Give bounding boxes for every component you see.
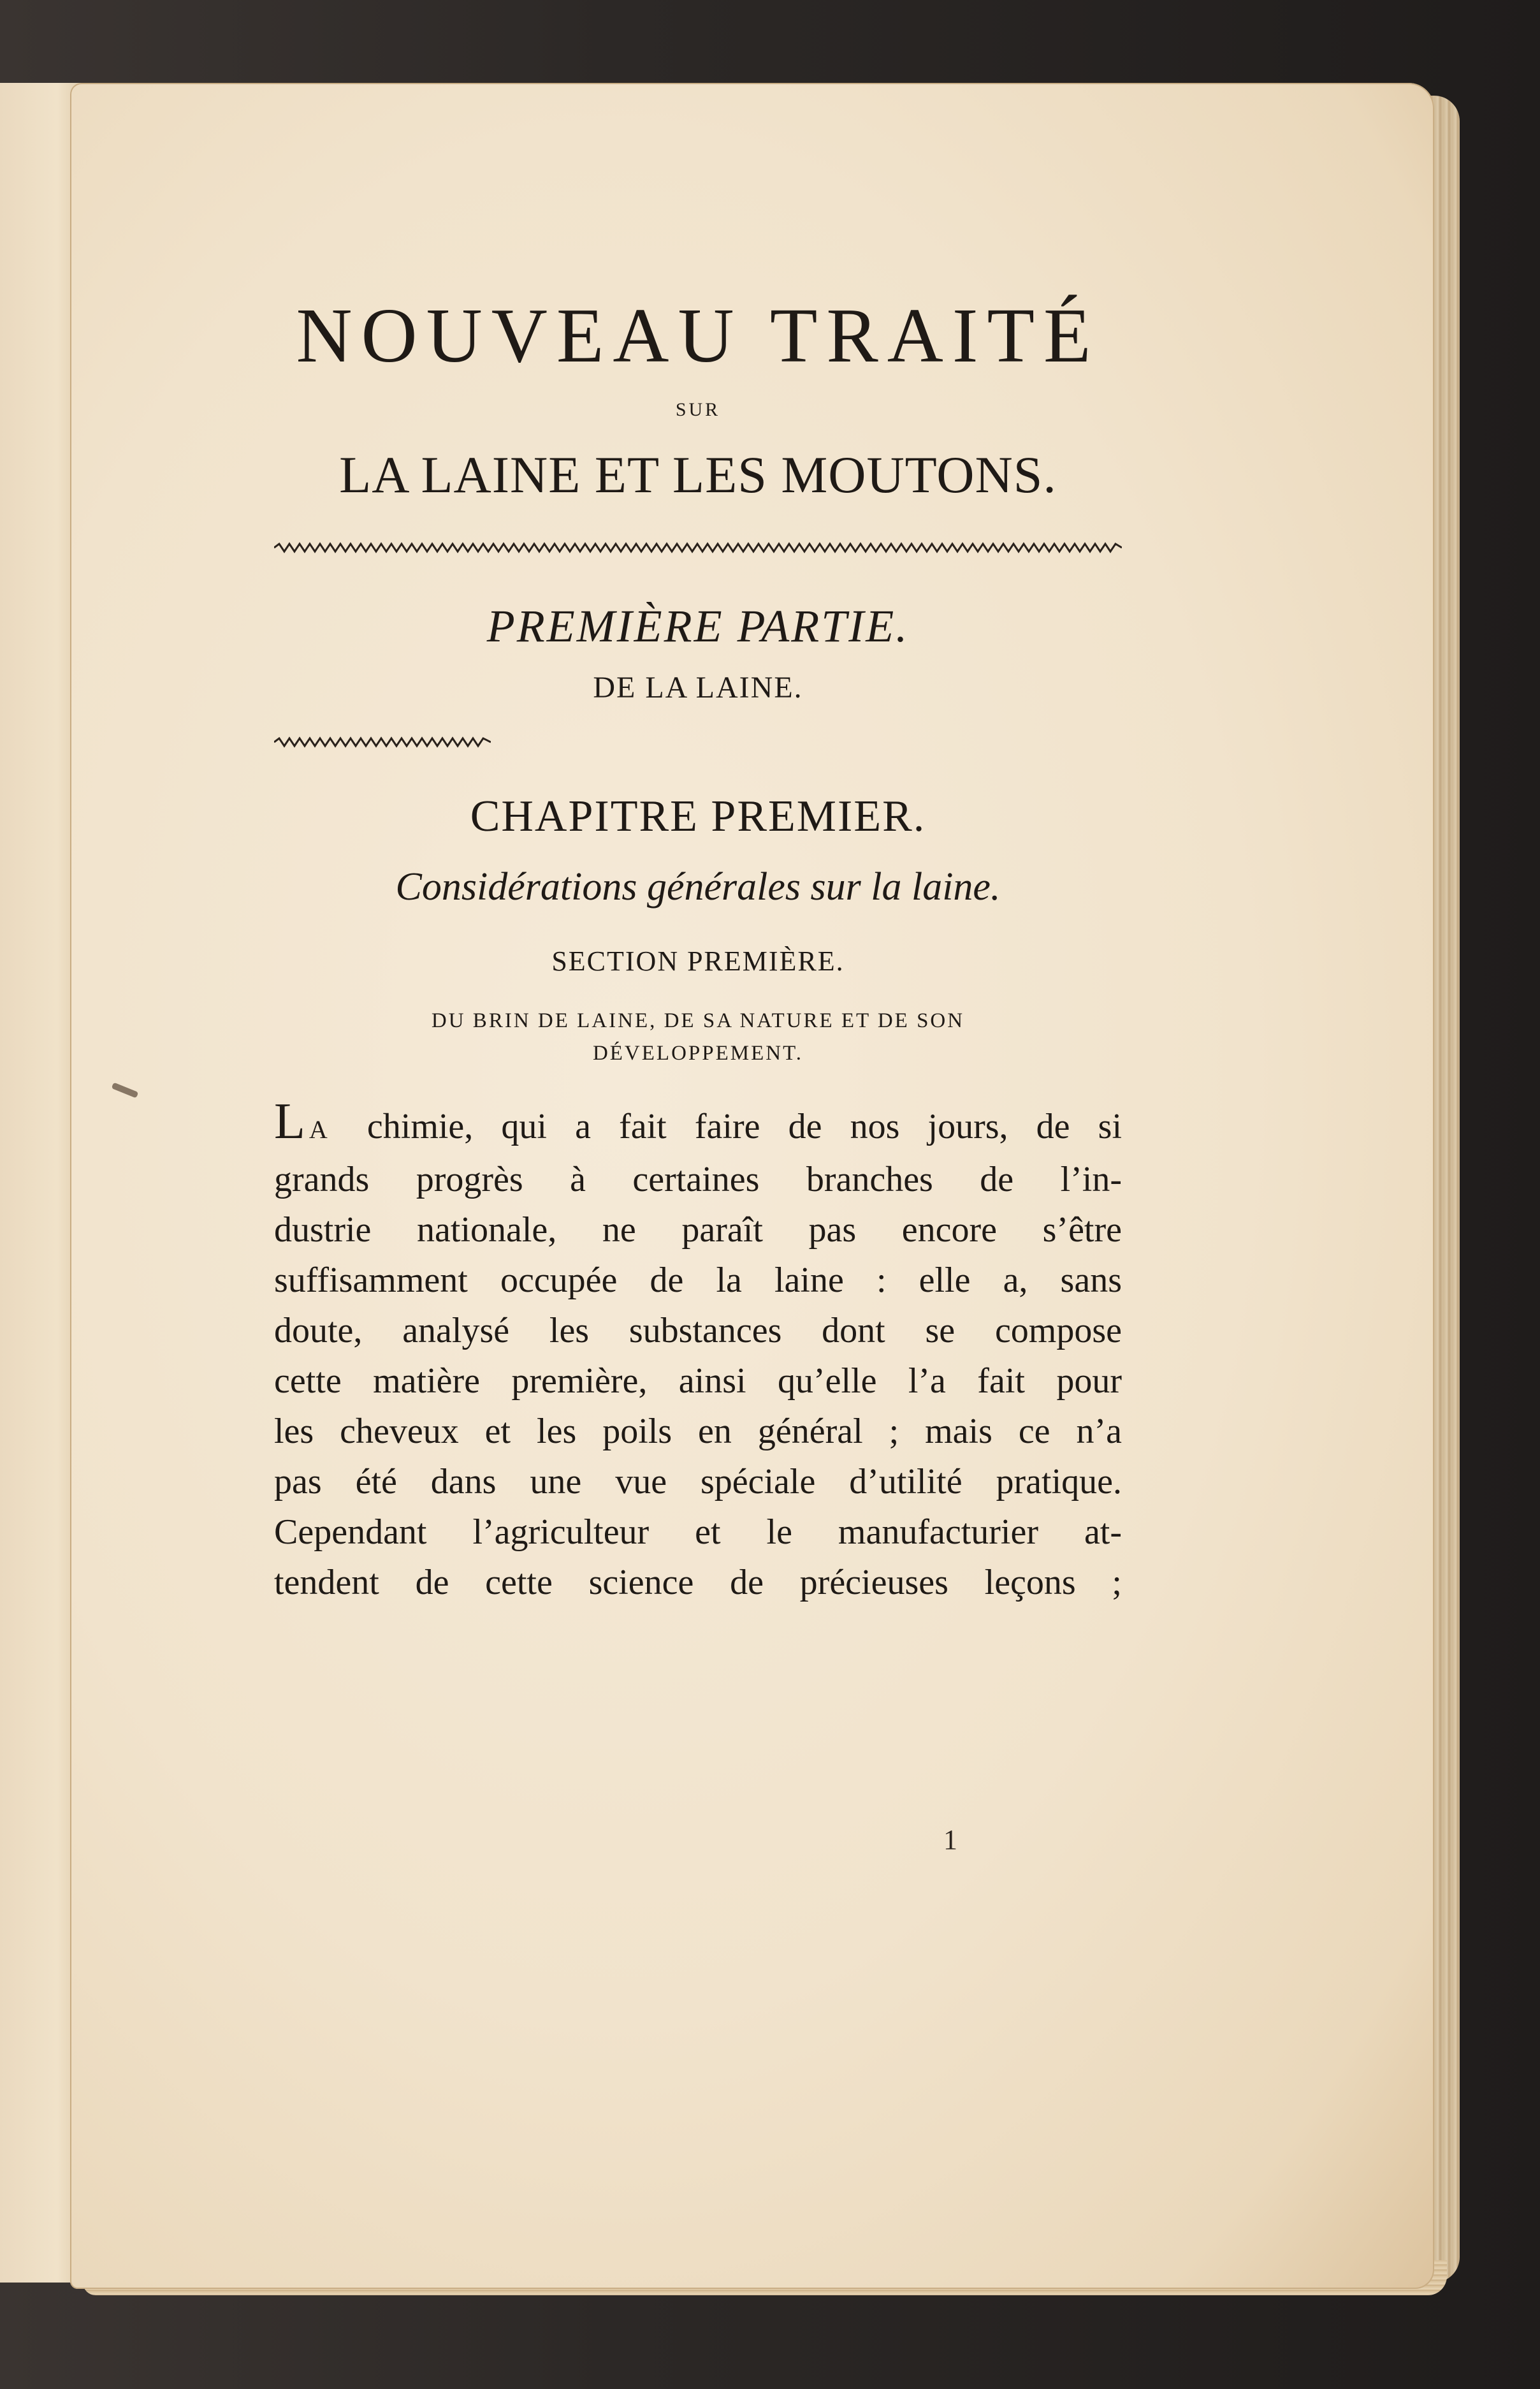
- book-title: NOUVEAU TRAITÉ: [296, 293, 1100, 379]
- body-text: [274, 1093, 1122, 1608]
- chapter-subtitle: Considérations générales sur la laine.: [395, 865, 1001, 909]
- section-subtitle-line-2: DÉVELOPPEMENT.: [592, 1042, 804, 1065]
- part-title: PREMIÈRE PARTIE.: [486, 601, 910, 652]
- body-line-1: [274, 1093, 1122, 1155]
- ornamental-rule: [274, 542, 1122, 553]
- page-number: 1: [943, 1824, 957, 1855]
- book-subtitle: LA LAINE ET LES MOUTONS.: [339, 446, 1057, 504]
- body-line-9: Cependant l’agriculteur et le manufacturier at-: [274, 1512, 1122, 1552]
- body-line-5: doute, analysé les substances dont se compose: [274, 1311, 1122, 1351]
- body-line-3: dustrie nationale, ne paraît pas encore s’être: [274, 1210, 1122, 1250]
- chapter-title: CHAPITRE PREMIER.: [470, 792, 926, 842]
- body-line-8: pas été dans une vue spéciale d’utilité pratique.: [274, 1462, 1122, 1502]
- body-line-7: les cheveux et les poils en général ; mais ce n’a: [274, 1412, 1122, 1452]
- body-line-4: suffisamment occupée de la laine : elle a, sans: [274, 1260, 1122, 1301]
- ornamental-rule-short: [274, 736, 491, 748]
- section-title: SECTION PREMIÈRE.: [551, 945, 845, 977]
- drop-cap: L: [274, 1093, 309, 1150]
- part-subtitle: DE LA LAINE.: [593, 670, 803, 705]
- body-line-10: tendent de cette science de précieuses leçons ;: [274, 1563, 1122, 1603]
- body-line-1-text: chimie, qui a fait faire de nos jours, de si: [338, 1107, 1122, 1147]
- small-cap: A: [309, 1115, 331, 1144]
- section-subtitle-line-1: DU BRIN DE LAINE, DE SA NATURE ET DE SON: [431, 1009, 965, 1032]
- body-line-2: grands progrès à certaines branches de l’in-: [274, 1160, 1122, 1200]
- section-subtitle: [274, 1005, 1122, 1070]
- title-connector: SUR: [675, 399, 721, 421]
- body-line-6: cette matière première, ainsi qu’elle l’a fait pour: [274, 1361, 1122, 1401]
- page-content: [274, 293, 1122, 1608]
